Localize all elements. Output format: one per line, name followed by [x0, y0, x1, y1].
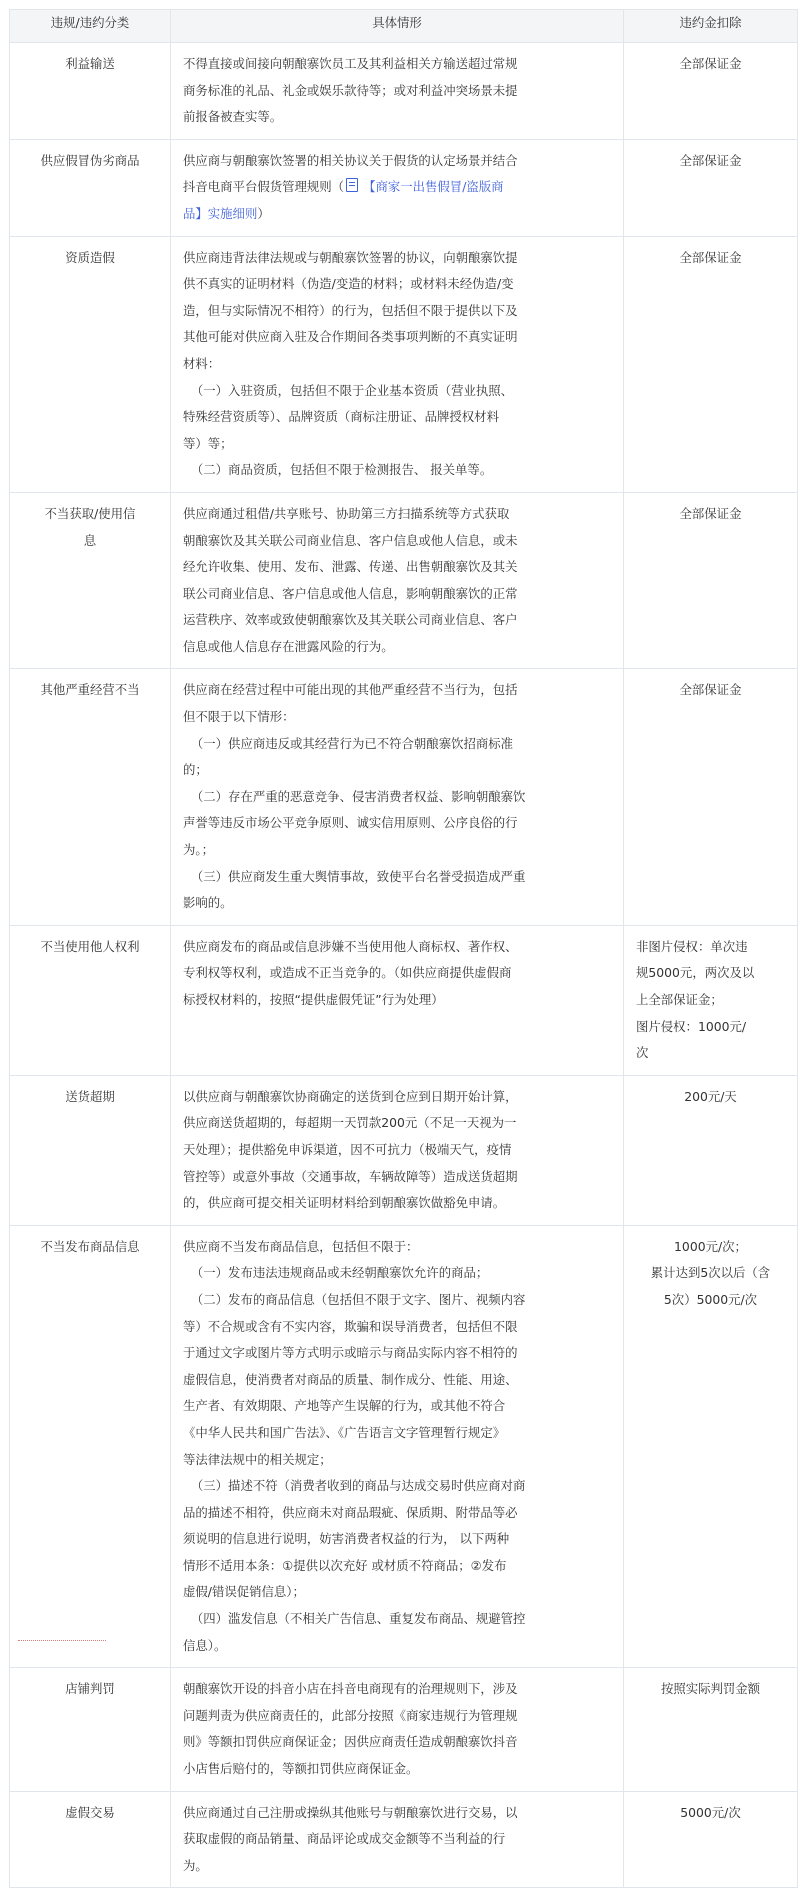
penalty-cell — [624, 925, 798, 1075]
detail-text: 生产者、有效期限、产地等产生误解的行为，或其他不符合 — [183, 1398, 506, 1414]
category-text: 送货超期 — [65, 1088, 115, 1104]
table-header-row — [10, 10, 798, 43]
category-text: 息 — [83, 532, 97, 548]
detail-text: 天处理）；提供豁免申诉渠道，因不可抗力（极端天气，疫情 — [183, 1141, 512, 1157]
dotted-underline-mark — [18, 1640, 106, 1641]
category-text: 虚假交易 — [65, 1804, 115, 1820]
detail-text: 供应商发布的商品或信息涉嫌不当使用他人商标权、著作权、 — [183, 938, 518, 954]
detail-text: 《中华人民共和国广告法》、《广告语言文字管理暂行规定》 — [183, 1424, 506, 1440]
detail-text: 商务标准的礼品、礼金或娱乐款待等；或对利益冲突场景未提 — [183, 82, 518, 98]
detail-text: 获取虚假的商品销量、商品评论或成交金额等不当利益的行 — [183, 1831, 506, 1847]
category-text: 店铺判罚 — [65, 1681, 115, 1697]
detail-text: 于通过文字或图片等方式明示或暗示与商品实际内容不相符的 — [183, 1345, 518, 1361]
detail-cell — [171, 925, 624, 1075]
detail-text: （一）供应商违反或其经营行为已不符合朝酿寨饮招商标准 — [183, 735, 514, 751]
detail-text: （四）滥发信息（不相关广告信息、重复发布商品、规避管控 — [183, 1611, 526, 1627]
rules-table — [9, 9, 798, 1888]
detail-text: （二）发布的商品信息（包括但不限于文字、图片、视频内容 — [183, 1291, 526, 1307]
detail-text-with-link — [183, 174, 611, 201]
detail-cell — [171, 1075, 624, 1225]
detail-text: 等）不合规或含有不实内容，欺骗和误导消费者，包括但不限 — [183, 1318, 518, 1334]
detail-text: 供应商送货超期的，每超期一天罚款200元（不足一天视为一 — [183, 1115, 517, 1131]
penalty-cell — [624, 1225, 798, 1668]
penalty-text: 次 — [636, 1045, 649, 1061]
detail-text: 前报备被查实等。 — [183, 109, 283, 125]
detail-text: 材料： — [183, 355, 221, 371]
detail-text: 等）等； — [183, 435, 233, 451]
category-text: 利益输送 — [65, 56, 115, 71]
penalty-text: 上全部保证金； — [636, 992, 723, 1007]
detail-text: 品的描述不相符，供应商未对商品瑕疵、保质期、附带品等必 — [183, 1504, 518, 1520]
category-cell — [10, 1225, 171, 1668]
detail-text: 的； — [183, 762, 208, 778]
detail-text: 影响的。 — [183, 895, 233, 911]
penalty-text: 5次）5000元/次 — [663, 1291, 758, 1307]
table-row — [10, 925, 798, 1075]
penalty-text: 按照实际判罚金额 — [660, 1681, 761, 1697]
table-row — [10, 1225, 798, 1668]
detail-text: 信息）。 — [183, 1637, 227, 1653]
detail-text: 管控等）或意外事故（交通事故，车辆故障等）造成送货超期 — [183, 1168, 518, 1184]
category-text: 不当获取/使用信 — [44, 505, 136, 521]
detail-text: 问题判责为供应商责任的，此部分按照《商家违规行为管理规 — [183, 1707, 518, 1723]
detail-text: （一）发布违法违规商品或未经朝酿寨饮允许的商品； — [183, 1265, 489, 1281]
detail-cell — [171, 236, 624, 492]
category-text: 资质造假 — [65, 249, 115, 265]
detail-text: 朝酿寨饮及其关联公司商业信息、客户信息或他人信息，或未 — [183, 532, 518, 548]
category-cell — [10, 925, 171, 1075]
detail-text: 虚假信息，使消费者对商品的质量、制作成分、性能、用途、 — [183, 1371, 518, 1387]
penalty-cell — [624, 669, 798, 925]
penalty-text: 1000元/次； — [674, 1238, 747, 1254]
detail-text: 情形不适用本条：①提供以次充好 或材质不符商品；②发布 — [183, 1557, 507, 1573]
penalty-cell — [624, 1668, 798, 1791]
table-row — [10, 669, 798, 925]
penalty-text: 5000元/次 — [680, 1804, 741, 1820]
detail-text: （二）商品资质，包括但不限于检测报告、 报关单等。 — [183, 462, 493, 478]
category-cell — [10, 139, 171, 236]
detail-text: 抖音电商平台假货管理规则（ — [183, 179, 345, 195]
penalty-text: 200元/天 — [684, 1088, 737, 1104]
detail-text: 其他可能对供应商入驻及合作期间各类事项判断的不真实证明 — [183, 329, 518, 345]
category-text: 不当使用他人权利 — [40, 938, 140, 954]
category-text: 供应假冒伪劣商品 — [40, 152, 140, 168]
header-detail: 具体情形 — [171, 10, 624, 43]
table-row — [10, 139, 798, 236]
penalty-cell — [624, 1075, 798, 1225]
detail-text: ） — [257, 205, 270, 221]
detail-text: （三）描述不符（消费者收到的商品与达成交易时供应商对商 — [183, 1478, 526, 1494]
detail-text: 供应商违背法律法规或与朝酿寨饮签署的协议，向朝酿寨饮提 — [183, 249, 518, 265]
category-cell — [10, 492, 171, 669]
detail-text: 为。 — [183, 1857, 208, 1873]
table-row — [10, 236, 798, 492]
penalty-cell — [624, 1791, 798, 1888]
table-row — [10, 492, 798, 669]
penalty-text: 非图片侵权：单次违 — [636, 938, 748, 954]
detail-cell — [171, 43, 624, 140]
detail-text: 的，供应商可提交相关证明材料给到朝酿寨饮做豁免申请。 — [183, 1195, 506, 1211]
detail-text: 供应商与朝酿寨饮签署的相关协议关于假货的认定场景并结合 — [183, 152, 518, 168]
detail-cell — [171, 1225, 624, 1668]
table-row — [10, 43, 798, 140]
detail-text: （三）供应商发生重大舆情事故，致使平台名誉受损造成严重 — [183, 868, 526, 884]
table-row — [10, 1791, 798, 1888]
detail-text: （二）存在严重的恶意竞争、侵害消费者权益、影响朝酿寨饮 — [183, 788, 526, 804]
penalty-text: 全部保证金 — [679, 249, 742, 265]
detail-text: 为。； — [183, 842, 214, 858]
penalty-cell — [624, 43, 798, 140]
penalty-text: 图片侵权：1000元/ — [636, 1018, 747, 1034]
detail-text: 供应商在经营过程中可能出现的其他严重经营不当行为，包括 — [183, 682, 518, 698]
detail-text: （一）入驻资质，包括但不限于企业基本资质（营业执照、 — [183, 382, 514, 398]
rule-link[interactable]: 【商家一出售假冒/盗版商 — [363, 179, 504, 195]
detail-text: 专利权等权利，或造成不正当竞争的。（如供应商提供虚假商 — [183, 965, 512, 981]
detail-cell — [171, 669, 624, 925]
penalty-text: 全部保证金 — [679, 682, 742, 698]
detail-text: 造，但与实际情况不相符）的行为，包括但不限于提供以下及 — [183, 302, 518, 318]
detail-text: 朝酿寨饮开设的抖音小店在抖音电商现有的治理规则下，涉及 — [183, 1681, 518, 1697]
detail-text: 但不限于以下情形： — [183, 709, 295, 725]
document-link-icon[interactable] — [346, 178, 358, 192]
detail-text: 供应商通过租借/共享账号、协助第三方扫描系统等方式获取 — [183, 505, 510, 521]
detail-text: 小店售后赔付的，等额扣罚供应商保证金。 — [183, 1761, 419, 1777]
header-category: 违规/违约分类 — [10, 10, 171, 43]
category-cell — [10, 43, 171, 140]
table-row — [10, 1668, 798, 1791]
category-cell — [10, 669, 171, 925]
detail-text: 须说明的信息进行说明，妨害消费者权益的行为， 以下两种 — [183, 1531, 510, 1547]
category-cell — [10, 1668, 171, 1791]
category-text: 其他严重经营不当 — [40, 682, 140, 698]
detail-text: 不得直接或间接向朝酿寨饮员工及其利益相关方输送超过常规 — [183, 56, 518, 71]
detail-cell — [171, 1668, 624, 1791]
detail-text: 联公司商业信息、客户信息或他人信息，影响朝酿寨饮的正常 — [183, 585, 518, 601]
penalty-text: 全部保证金 — [679, 152, 742, 168]
category-text: 不当发布商品信息 — [40, 1238, 140, 1254]
penalty-text: 全部保证金 — [679, 56, 742, 71]
detail-cell — [171, 492, 624, 669]
category-cell — [10, 236, 171, 492]
rule-link[interactable]: 品】实施细则 — [183, 205, 258, 221]
detail-text: 特殊经营资质等）、品牌资质（商标注册证、品牌授权材料 — [183, 409, 499, 425]
penalty-text: 累计达到5次以后（含 — [650, 1265, 771, 1281]
penalty-cell — [624, 492, 798, 669]
detail-text: 供应商不当发布商品信息，包括但不限于： — [183, 1238, 419, 1254]
detail-text: 信息或他人信息存在泄露风险的行为。 — [183, 638, 394, 654]
penalty-text: 规5000元，两次及以 — [636, 965, 755, 981]
detail-text: 运营秩序、效率或致使朝酿寨饮及其关联公司商业信息、客户 — [183, 612, 518, 628]
detail-text: 供不真实的证明材料（伪造/变造的材料；或材料未经伪造/变 — [183, 276, 514, 292]
detail-text: 声誉等违反市场公平竞争原则、诚实信用原则、公序良俗的行 — [183, 815, 518, 831]
detail-cell — [171, 139, 624, 236]
penalty-text: 全部保证金 — [679, 505, 742, 521]
detail-text: 则》等额扣罚供应商保证金；因供应商责任造成朝酿寨饮抖音 — [183, 1734, 518, 1750]
detail-text: 标授权材料的，按照“提供虚假凭证”行为处理） — [183, 992, 444, 1007]
table-row — [10, 1075, 798, 1225]
detail-text: 经允许收集、使用、发布、泄露、传递、出售朝酿寨饮及其关 — [183, 559, 518, 575]
category-cell — [10, 1075, 171, 1225]
category-cell — [10, 1791, 171, 1888]
header-penalty: 违约金扣除 — [624, 10, 798, 43]
detail-cell — [171, 1791, 624, 1888]
detail-text: 虚假/错误促销信息）； — [183, 1584, 305, 1600]
detail-text: 等法律法规中的相关规定； — [183, 1451, 332, 1467]
detail-text-with-link — [183, 201, 611, 228]
penalty-cell — [624, 139, 798, 236]
detail-text: 以供应商与朝酿寨饮协商确定的送货到仓应到日期开始计算， — [183, 1088, 518, 1104]
penalty-cell — [624, 236, 798, 492]
detail-text: 供应商通过自己注册或操纵其他账号与朝酿寨饮进行交易，以 — [183, 1804, 518, 1820]
